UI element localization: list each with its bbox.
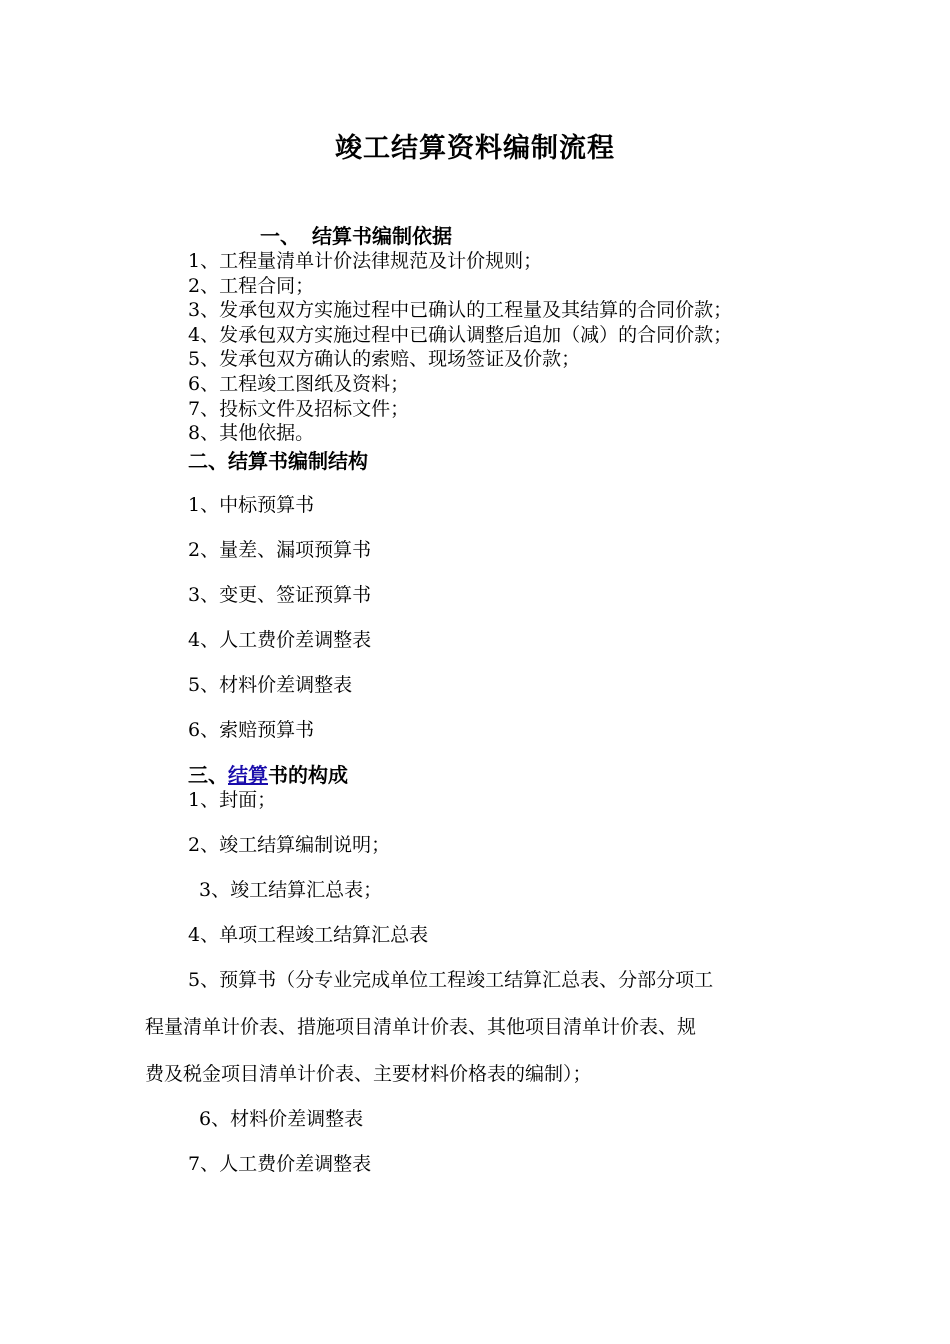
document-title: 竣工结算资料编制流程 xyxy=(335,133,615,164)
list-item: 1、封面； xyxy=(188,789,277,811)
list-item: 5、材料价差调整表 xyxy=(188,674,353,696)
list-item: 1、中标预算书 xyxy=(188,494,315,516)
section2-heading: 二、结算书编制结构 xyxy=(188,449,368,473)
section1-heading xyxy=(260,224,452,248)
list-item: 5、预算书（分专业完成单位工程竣工结算汇总表、分部分项工 xyxy=(188,969,714,991)
list-item: 2、竣工结算编制说明； xyxy=(188,834,391,856)
section3-heading-suffix: 书的构成 xyxy=(268,763,348,787)
section3-heading-prefix: 三、 xyxy=(188,763,228,787)
list-item: 7、人工费价差调整表 xyxy=(188,1153,372,1175)
list-item: 3、竣工结算汇总表； xyxy=(199,879,383,901)
list-item: 8、其他依据。 xyxy=(188,422,315,445)
list-item: 4、发承包双方实施过程中已确认调整后追加（减）的合同价款； xyxy=(188,323,733,346)
section1-number: 一、 xyxy=(260,224,300,248)
list-item: 6、材料价差调整表 xyxy=(199,1108,364,1130)
section3-heading xyxy=(188,763,348,787)
list-item: 2、量差、漏项预算书 xyxy=(188,539,372,561)
list-item: 6、索赔预算书 xyxy=(188,719,315,741)
list-item: 2、工程合同； xyxy=(188,274,315,297)
list-item: 程量清单计价表、措施项目清单计价表、其他项目清单计价表、规 xyxy=(145,1016,697,1038)
list-item: 7、投标文件及招标文件； xyxy=(188,397,410,420)
list-item: 1、工程量清单计价法律规范及计价规则； xyxy=(188,250,543,272)
settlement-link[interactable]: 结算 xyxy=(228,763,268,787)
list-item: 4、单项工程竣工结算汇总表 xyxy=(188,924,429,946)
section1-heading-text: 结算书编制依据 xyxy=(312,224,452,248)
list-item: 3、发承包双方实施过程中已确认的工程量及其结算的合同价款； xyxy=(188,299,733,322)
list-item: 费及税金项目清单计价表、主要材料价格表的编制）； xyxy=(145,1063,592,1085)
list-item: 4、人工费价差调整表 xyxy=(188,629,372,651)
section1-list xyxy=(188,249,732,446)
list-item: 5、发承包双方确认的索赔、现场签证及价款； xyxy=(188,348,581,371)
list-item: 6、工程竣工图纸及资料； xyxy=(188,372,410,395)
list-item: 3、变更、签证预算书 xyxy=(188,584,372,606)
